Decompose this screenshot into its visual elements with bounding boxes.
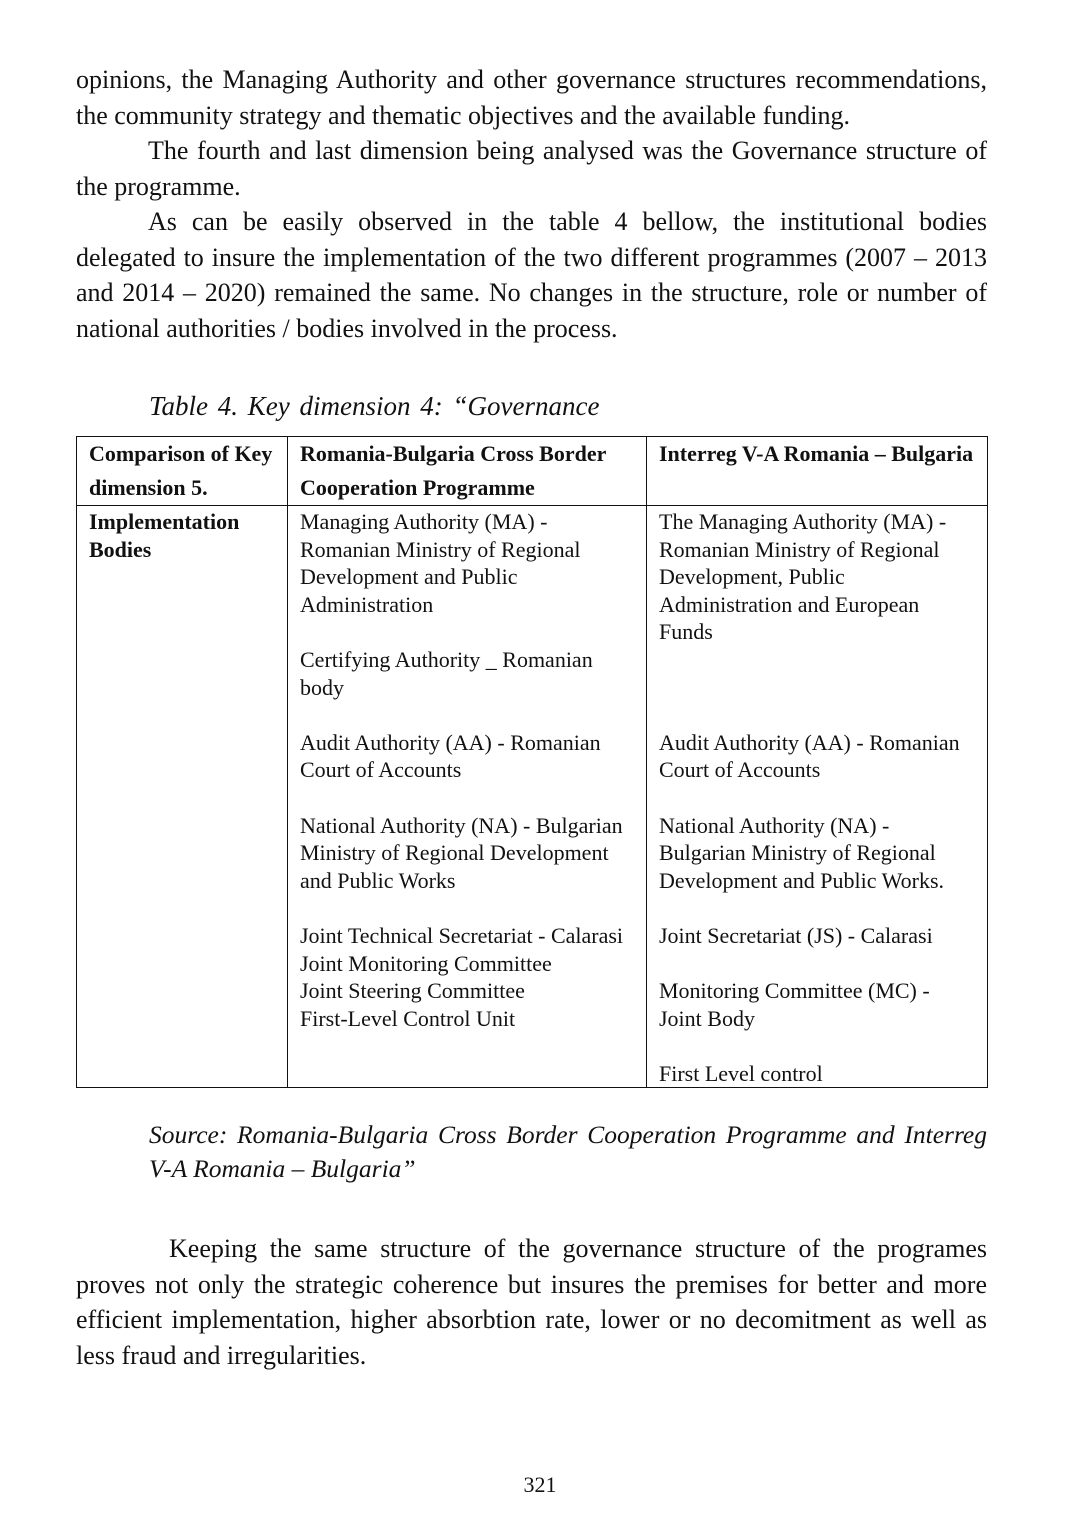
interreg-managing-authority: The Managing Authority (MA) - Romanian Ministry of Regional Development, Public Administration and European Funds [659, 509, 947, 645]
table-header-row [77, 437, 988, 506]
header-interreg: Interreg V-A Romania – Bulgaria [647, 437, 988, 506]
table-row [77, 506, 988, 1088]
cbc-joint-steering-committee: Joint Steering Committee [300, 978, 525, 1004]
table-source-note: Source: Romania-Bulgaria Cross Border Cooperation Programme and Interreg V-A Romania – Bulgaria” [149, 1120, 987, 1184]
interreg-bodies-cell [647, 506, 988, 1088]
paragraph-fourth-dimension: The fourth and last dimension being analysed was the Governance structure of the programme. [76, 136, 987, 201]
table-caption: Table 4. Key dimension 4: “Governance [149, 391, 600, 421]
header-ro-bg-cbc: Romania-Bulgaria Cross Border Cooperation Programme [288, 437, 647, 506]
governance-table [76, 436, 988, 1088]
cbc-managing-authority: Managing Authority (MA) - Romanian Ministry of Regional Development and Public Administration [300, 509, 581, 617]
cbc-joint-technical-secretariat: Joint Technical Secretariat - Calarasi [300, 922, 624, 948]
interreg-monitoring-committee: Monitoring Committee (MC) - Joint Body [659, 978, 930, 1031]
cbc-audit-authority: Audit Authority (AA) - Romanian Court of Accounts [300, 729, 601, 783]
cbc-first-level-control: First-Level Control Unit [300, 1005, 516, 1031]
cbc-certifying-authority: Certifying Authority _ Romanian body [300, 646, 593, 700]
page-content [76, 62, 987, 1373]
interreg-audit-authority: Audit Authority (AA) - Romanian Court of Accounts [659, 729, 960, 783]
page-number: 321 [523, 1472, 557, 1497]
cbc-national-authority: National Authority (NA) - Bulgarian Ministry of Regional Development and Public Works [300, 812, 623, 893]
paragraph-conclusion: Keeping the same structure of the governance structure of the programes proves not only the strategic coherence but insures the premises for better and more efficient implementation, higher absorbtion rate, lower or no decomitment as well as less fraud and irregularities. [76, 1234, 987, 1370]
interreg-joint-secretariat: Joint Secretariat (JS) - Calarasi [659, 922, 933, 948]
paragraph-table-intro: As can be easily observed in the table 4 bellow, the institutional bodies delegated to insure the implementation of the two different programmes (2007 – 2013 and 2014 – 2020) remained the same. No changes in the structure, role or number of national authorities / bodies involved in the process. [76, 207, 987, 343]
row-label-implementation-bodies: Implementation Bodies [77, 506, 288, 1088]
cbc-joint-monitoring-committee: Joint Monitoring Committee [300, 950, 552, 976]
conclusion-block [76, 1231, 987, 1373]
interreg-first-level-control: First Level control [659, 1060, 823, 1086]
interreg-national-authority: National Authority (NA) - Bulgarian Ministry of Regional Development and Public Works. [659, 812, 945, 893]
cbc-bodies-cell [288, 506, 647, 1088]
paragraph-opinions: opinions, the Managing Authority and other governance structures recommendations, the community strategy and thematic objectives and the available funding. [76, 65, 987, 130]
header-comparison: Comparison of Key dimension 5. [77, 437, 288, 506]
